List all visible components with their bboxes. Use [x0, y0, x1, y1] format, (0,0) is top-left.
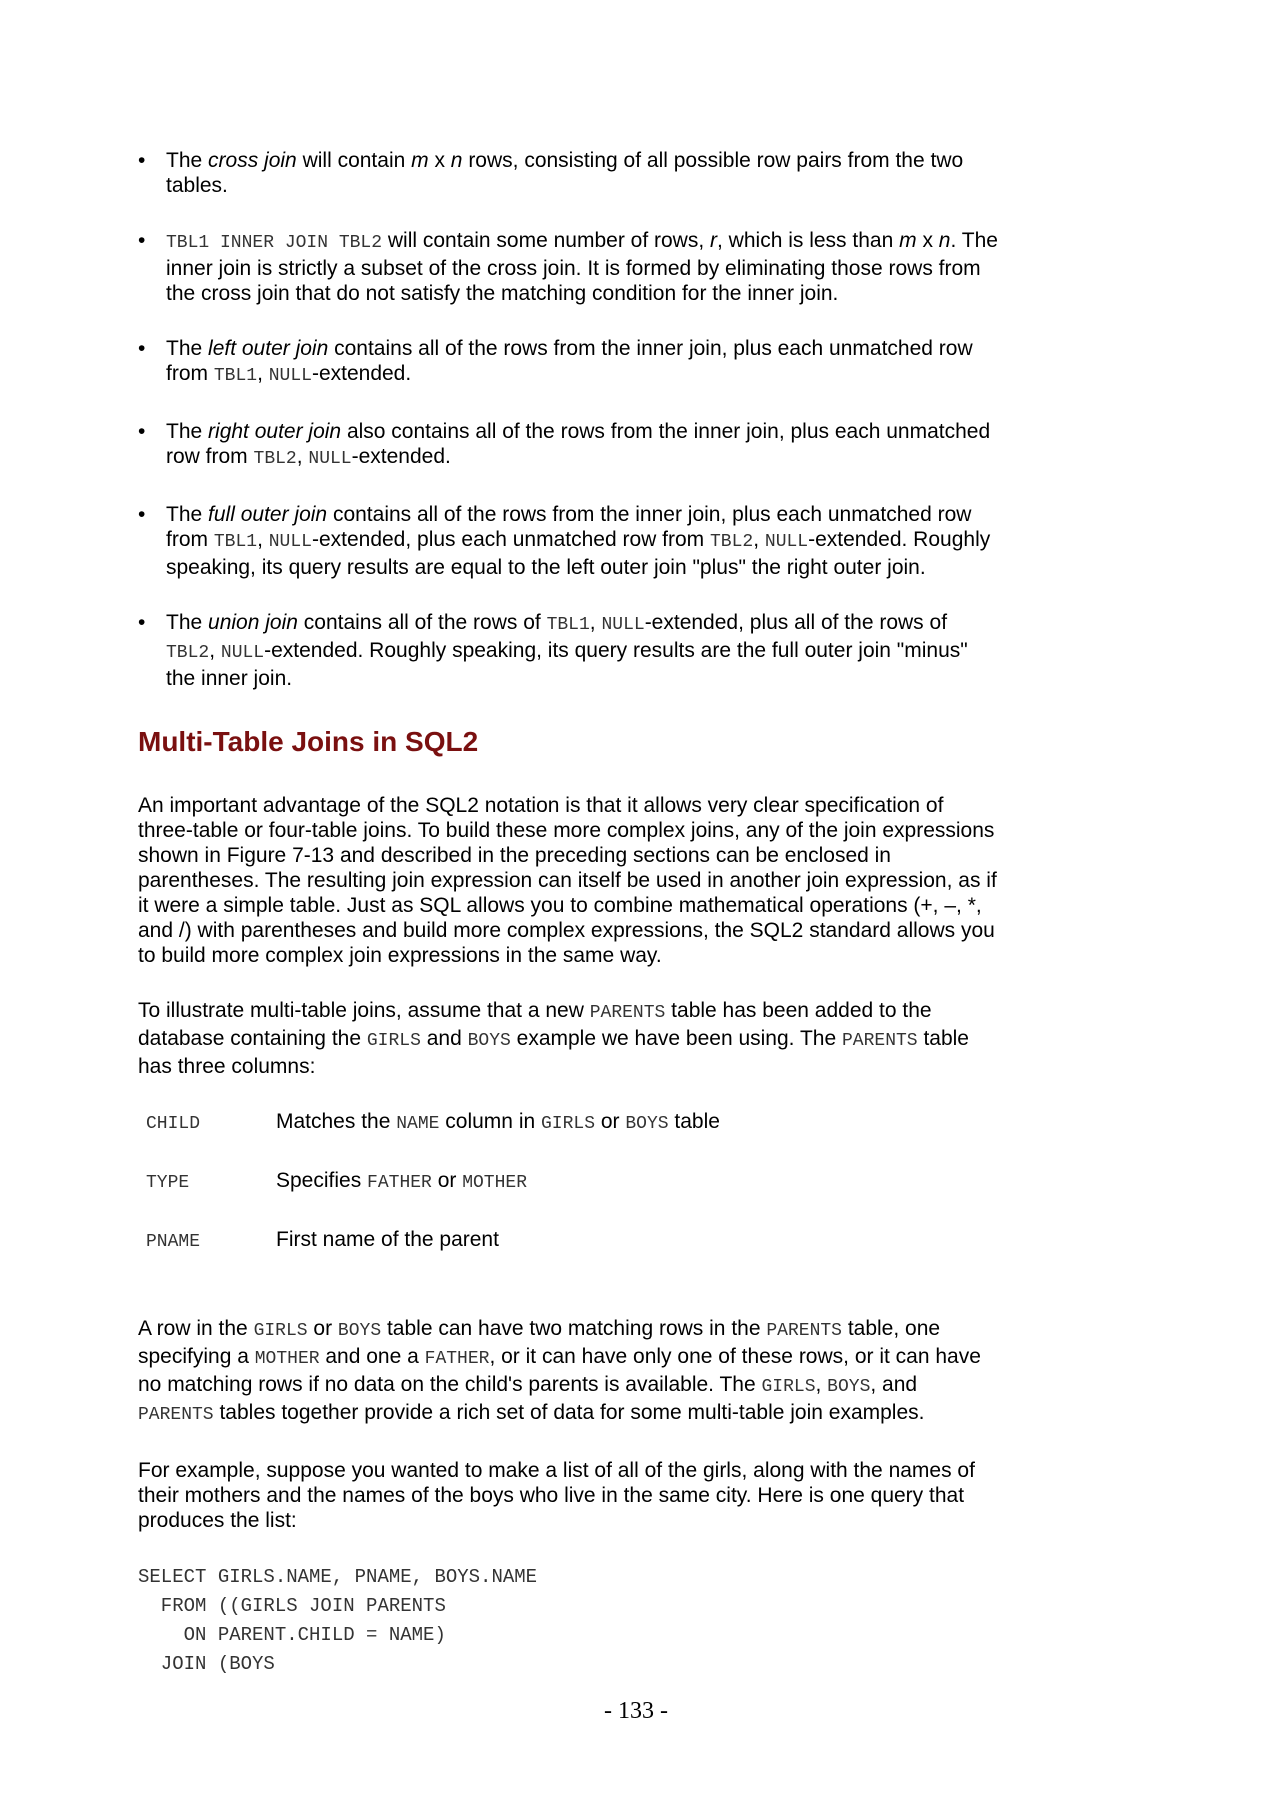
text: also contains all of the rows from the inner join, plus each unmatched row from [166, 420, 991, 468]
code: GIRLS [541, 1114, 596, 1134]
code-block: SELECT GIRLS.NAME, PNAME, BOYS.NAME FROM ((GIRLS JOIN PARENTS ON PARENT.CHILD = NAME) JOIN (BOYS [138, 1566, 538, 1675]
code: BOYS [337, 1321, 382, 1341]
code: NULL [764, 532, 809, 552]
text: -extended. [311, 362, 412, 385]
text: The [166, 420, 209, 443]
column-description [276, 1168, 527, 1196]
code: FATHER [367, 1173, 432, 1193]
text: table has three columns: [138, 1027, 969, 1078]
text: , [296, 445, 309, 468]
section-heading: Multi-Table Joins in SQL2 [138, 726, 479, 757]
term: full outer join [208, 503, 328, 526]
text: The [166, 337, 209, 360]
column-row [138, 1109, 998, 1168]
code: TBL1 [213, 366, 258, 386]
term: right outer join [208, 420, 342, 443]
text: -extended. Roughly speaking, its query results are equal to the left outer join "plus" the right outer join. [166, 528, 991, 579]
code: PARENTS [766, 1321, 842, 1341]
page-number: - 133 - [604, 1698, 668, 1724]
text: table, one specifying a [138, 1317, 941, 1368]
var-m: m [899, 229, 917, 252]
text: , and [870, 1373, 918, 1396]
text: x [916, 229, 939, 252]
text: contains all of the rows from the inner join, plus each unmatched row from [166, 337, 973, 385]
code: BOYS [625, 1114, 669, 1134]
code: TBL2 [253, 449, 297, 469]
text: -extended. Roughly speaking, its query results are the full outer join "minus" the inner join. [166, 639, 968, 690]
column-description [276, 1227, 499, 1252]
text: rows, consisting of all possible row pairs from the two tables. [166, 149, 964, 197]
text: -extended, plus each unmatched row from [311, 528, 710, 551]
code: TBL2 [710, 532, 754, 552]
code: FATHER [424, 1349, 490, 1369]
text: -extended. [351, 445, 451, 468]
text: x [428, 149, 451, 172]
text: contains all of the rows from the inner join, plus each unmatched row from [166, 503, 972, 551]
code: MOTHER [254, 1349, 320, 1369]
text: Matches the [276, 1110, 397, 1133]
text: will contain [296, 149, 412, 172]
code: TBL2 [166, 643, 210, 663]
text: , which is less than [717, 229, 900, 252]
text: -extended, plus all of the rows of [644, 611, 948, 634]
text: , [589, 611, 602, 634]
text: contains all of the rows of [297, 611, 547, 634]
code: NULL [220, 643, 265, 663]
bullet-left-outer-join [138, 336, 998, 389]
column-row [138, 1168, 998, 1227]
page-content [138, 148, 998, 1679]
code: NULL [268, 366, 312, 386]
text: example we have been using. The [510, 1027, 842, 1050]
code: GIRLS [761, 1377, 816, 1397]
text: , [257, 528, 269, 551]
join-bullet-list [138, 148, 998, 691]
term: left outer join [208, 337, 329, 360]
text: A row in the [138, 1317, 254, 1340]
code: TBL1 [213, 532, 258, 552]
column-row [138, 1227, 998, 1286]
code: NULL [601, 615, 645, 635]
code: NAME [396, 1114, 440, 1134]
paragraph-matching-rows [138, 1316, 998, 1428]
column-name: TYPE [146, 1173, 190, 1193]
bullet-union-join [138, 610, 998, 691]
text: First name of the parent [276, 1228, 499, 1251]
text: table has been added to the database containing the [138, 999, 932, 1050]
paragraph-example: For example, suppose you wanted to make a list of all of the girls, along with the names of their mothers and the names of the boys who live in the same city. Here is one query that produces the list: [138, 1459, 975, 1532]
code: PARENTS [589, 1003, 666, 1023]
code: BOYS [827, 1377, 871, 1397]
bullet-right-outer-join [138, 419, 998, 472]
text: To illustrate multi-table joins, assume that a new [138, 999, 590, 1022]
text: , [753, 528, 765, 551]
text: Specifies [276, 1169, 368, 1192]
code: NULL [268, 532, 312, 552]
text: , [257, 362, 269, 385]
column-name: CHILD [146, 1114, 201, 1134]
code: MOTHER [462, 1173, 528, 1193]
bullet-inner-join [138, 228, 998, 306]
var-r: r [710, 229, 718, 252]
code: PARENTS [138, 1405, 214, 1425]
column-description [276, 1109, 720, 1137]
column-name: PNAME [146, 1232, 201, 1252]
code: GIRLS [366, 1031, 421, 1051]
text: and [420, 1027, 468, 1050]
code: NULL [308, 449, 352, 469]
var-n: n [450, 149, 463, 172]
var-n: n [938, 229, 951, 252]
code: TBL1 INNER JOIN TBL2 [166, 233, 383, 253]
bullet-full-outer-join [138, 502, 998, 580]
term: union join [208, 611, 298, 634]
text: , [209, 639, 221, 662]
text: The [166, 503, 209, 526]
column-definitions [138, 1109, 998, 1286]
text: The [166, 611, 209, 634]
text: or [307, 1317, 338, 1340]
text: or [431, 1169, 463, 1192]
code: GIRLS [253, 1321, 308, 1341]
text: tables together provide a rich set of data for some multi-table join examples. [213, 1401, 925, 1424]
text: will contain some number of rows, [382, 229, 711, 252]
text: , or it can have only one of these rows, or it can have no matching rows if no data on the child's parents is available. The [138, 1345, 981, 1396]
paragraph-parents-table [138, 998, 998, 1079]
text: , [815, 1373, 828, 1396]
text: The [166, 149, 209, 172]
text: and one a [319, 1345, 425, 1368]
bullet-cross-join [138, 148, 998, 198]
code: BOYS [467, 1031, 511, 1051]
text: table can have two matching rows in the [381, 1317, 767, 1340]
code: PARENTS [841, 1031, 918, 1051]
paragraph-intro: An important advantage of the SQL2 notation is that it allows very clear specification of three-table or four-table joins. To build these more complex joins, any of the join expressions shown in Figure 7-13 and described in the preceding sections can be enclosed in parentheses. The resulting join expression can itself be used in another join expression, as if it were a simple table. Just as SQL allows you to combine mathematical operations (+, –, *, and /) with parentheses and build more complex expressions, the SQL2 standard allows you to build more complex join expressions in the same way. [138, 794, 997, 967]
text: . The inner join is strictly a subset of the cross join. It is formed by eliminating those rows from the cross join that do not satisfy the matching condition for the inner join. [166, 229, 998, 305]
text: column in [439, 1110, 541, 1133]
term: cross join [208, 149, 297, 172]
var-m: m [411, 149, 429, 172]
text: table [668, 1110, 720, 1133]
code: TBL1 [546, 615, 590, 635]
text: or [595, 1110, 626, 1133]
